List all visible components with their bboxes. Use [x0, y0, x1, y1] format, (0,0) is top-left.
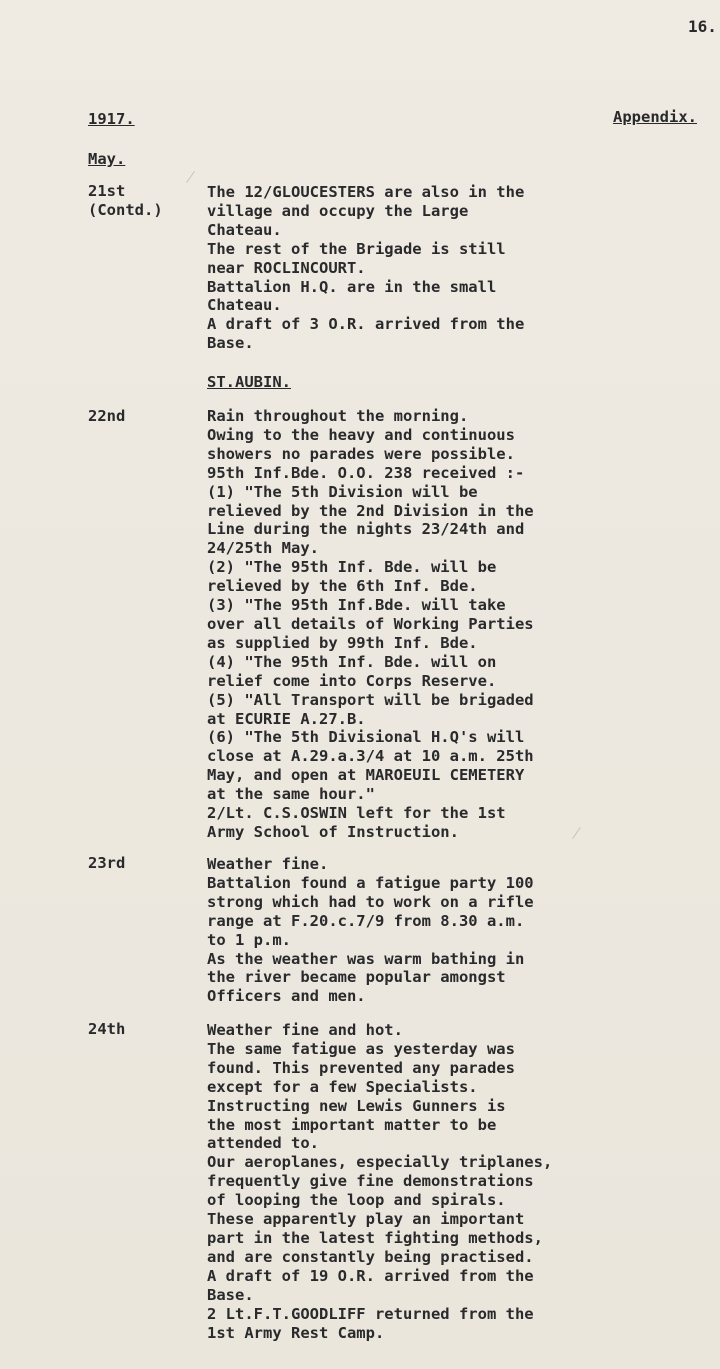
entry-line: except for a few Specialists.: [207, 1077, 478, 1096]
entry-line: relief come into Corps Reserve.: [207, 671, 497, 690]
entry-date-line: 22nd: [88, 407, 126, 425]
entry-line: As the weather was warm bathing in: [207, 949, 525, 968]
entry-line: Base.: [207, 1285, 254, 1304]
year-heading: 1917.: [88, 110, 135, 128]
entry-line: 95th Inf.Bde. O.O. 238 received :-: [207, 463, 525, 482]
entry-line: found. This prevented any parades: [207, 1058, 515, 1077]
entry-line: (2) "The 95th Inf. Bde. will be: [207, 558, 497, 577]
entry-line: strong which had to work on a rifle: [207, 892, 534, 911]
entry-line: range at F.20.c.7/9 from 8.30 a.m.: [207, 911, 525, 930]
entry-line: relieved by the 2nd Division in the: [207, 501, 534, 520]
entry-line: as supplied by 99th Inf. Bde.: [207, 633, 478, 652]
entry-line: Line during the nights 23/24th and: [207, 520, 525, 539]
entry-line: Base.: [207, 334, 254, 353]
entry-line: 1st Army Rest Camp.: [207, 1323, 385, 1342]
entry-line: Chateau.: [207, 220, 282, 239]
entry-line: village and occupy the Large: [207, 201, 469, 220]
entry-line: Rain throughout the morning.: [207, 407, 469, 425]
entry-line: Army School of Instruction.: [207, 822, 459, 841]
entry-line: (3) "The 95th Inf.Bde. will take: [207, 596, 506, 615]
entry-line: A draft of 19 O.R. arrived from the: [207, 1266, 534, 1285]
entry-line: frequently give fine demonstrations: [207, 1172, 534, 1191]
entry-line: (4) "The 95th Inf. Bde. will on: [207, 652, 497, 671]
entry-line: near ROCLINCOURT.: [207, 258, 366, 277]
pencil-mark: [186, 171, 195, 183]
entry-line: 2/Lt. C.S.OSWIN left for the 1st: [207, 804, 506, 823]
entry-line: (5) "All Transport will be brigaded: [207, 690, 534, 709]
entry-line: Instructing new Lewis Gunners is: [207, 1096, 506, 1115]
entry-line: Battalion H.Q. are in the small: [207, 277, 497, 296]
page-number: 16.: [688, 17, 717, 36]
entry-line: relieved by the 6th Inf. Bde.: [207, 577, 478, 596]
entry-line: the most important matter to be: [207, 1115, 497, 1134]
appendix-label: Appendix.: [613, 108, 697, 126]
entry-line: part in the latest fighting methods,: [207, 1228, 543, 1247]
entry-date-line: 24th: [88, 1020, 126, 1038]
entry-line: A draft of 3 O.R. arrived from the: [207, 315, 525, 334]
entry-line: over all details of Working Parties: [207, 614, 534, 633]
entry-line: The 12/GLOUCESTERS are also in the: [207, 183, 525, 201]
entry-date-line: (Contd.): [88, 201, 163, 219]
entry-line: 24/25th May.: [207, 539, 319, 558]
entry-line: (6) "The 5th Divisional H.Q's will: [207, 728, 525, 747]
entry-line: Battalion found a fatigue party 100: [207, 873, 534, 892]
entry-line: showers no parades were possible.: [207, 444, 515, 463]
entry-text: [207, 855, 534, 1006]
entry-line: the river became popular amongst: [207, 968, 506, 987]
entry-line: The rest of the Brigade is still: [207, 239, 506, 258]
entry-line: These apparently play an important: [207, 1210, 525, 1229]
entry-date-line: 23rd: [88, 854, 126, 872]
entry-line: close at A.29.a.3/4 at 10 a.m. 25th: [207, 747, 534, 766]
entry-line: attended to.: [207, 1134, 319, 1153]
entry-line: Chateau.: [207, 296, 282, 315]
location-heading: ST.AUBIN.: [207, 373, 291, 391]
entry-line: May, and open at MAROEUIL CEMETERY: [207, 766, 525, 785]
entry-line: at the same hour.": [207, 785, 375, 804]
month-heading: May.: [88, 150, 126, 168]
entry-line: The same fatigue as yesterday was: [207, 1039, 515, 1058]
entry-line: at ECURIE A.27.B.: [207, 709, 366, 728]
entry-line: to 1 p.m.: [207, 930, 291, 949]
entry-line: Owing to the heavy and continuous: [207, 425, 515, 444]
entry-date-line: 21st: [88, 182, 126, 200]
entry-line: Our aeroplanes, especially triplanes,: [207, 1153, 553, 1172]
entry-line: and are constantly being practised.: [207, 1247, 534, 1266]
entry-date: [88, 1020, 125, 1039]
entry-line: 2 Lt.F.T.GOODLIFF returned from the: [207, 1304, 534, 1323]
entry-line: Officers and men.: [207, 987, 366, 1006]
entry-date: [88, 182, 163, 220]
pencil-mark: [572, 827, 581, 839]
entry-line: (1) "The 5th Division will be: [207, 482, 478, 501]
entry-line: of looping the loop and spirals.: [207, 1191, 506, 1210]
entry-date: [88, 407, 125, 426]
entry-text: [207, 183, 524, 353]
entry-date: [88, 854, 125, 873]
entry-line: Weather fine and hot.: [207, 1021, 403, 1039]
entry-line: Weather fine.: [207, 855, 329, 873]
entry-text: [207, 1021, 552, 1342]
entry-text: [207, 407, 534, 842]
